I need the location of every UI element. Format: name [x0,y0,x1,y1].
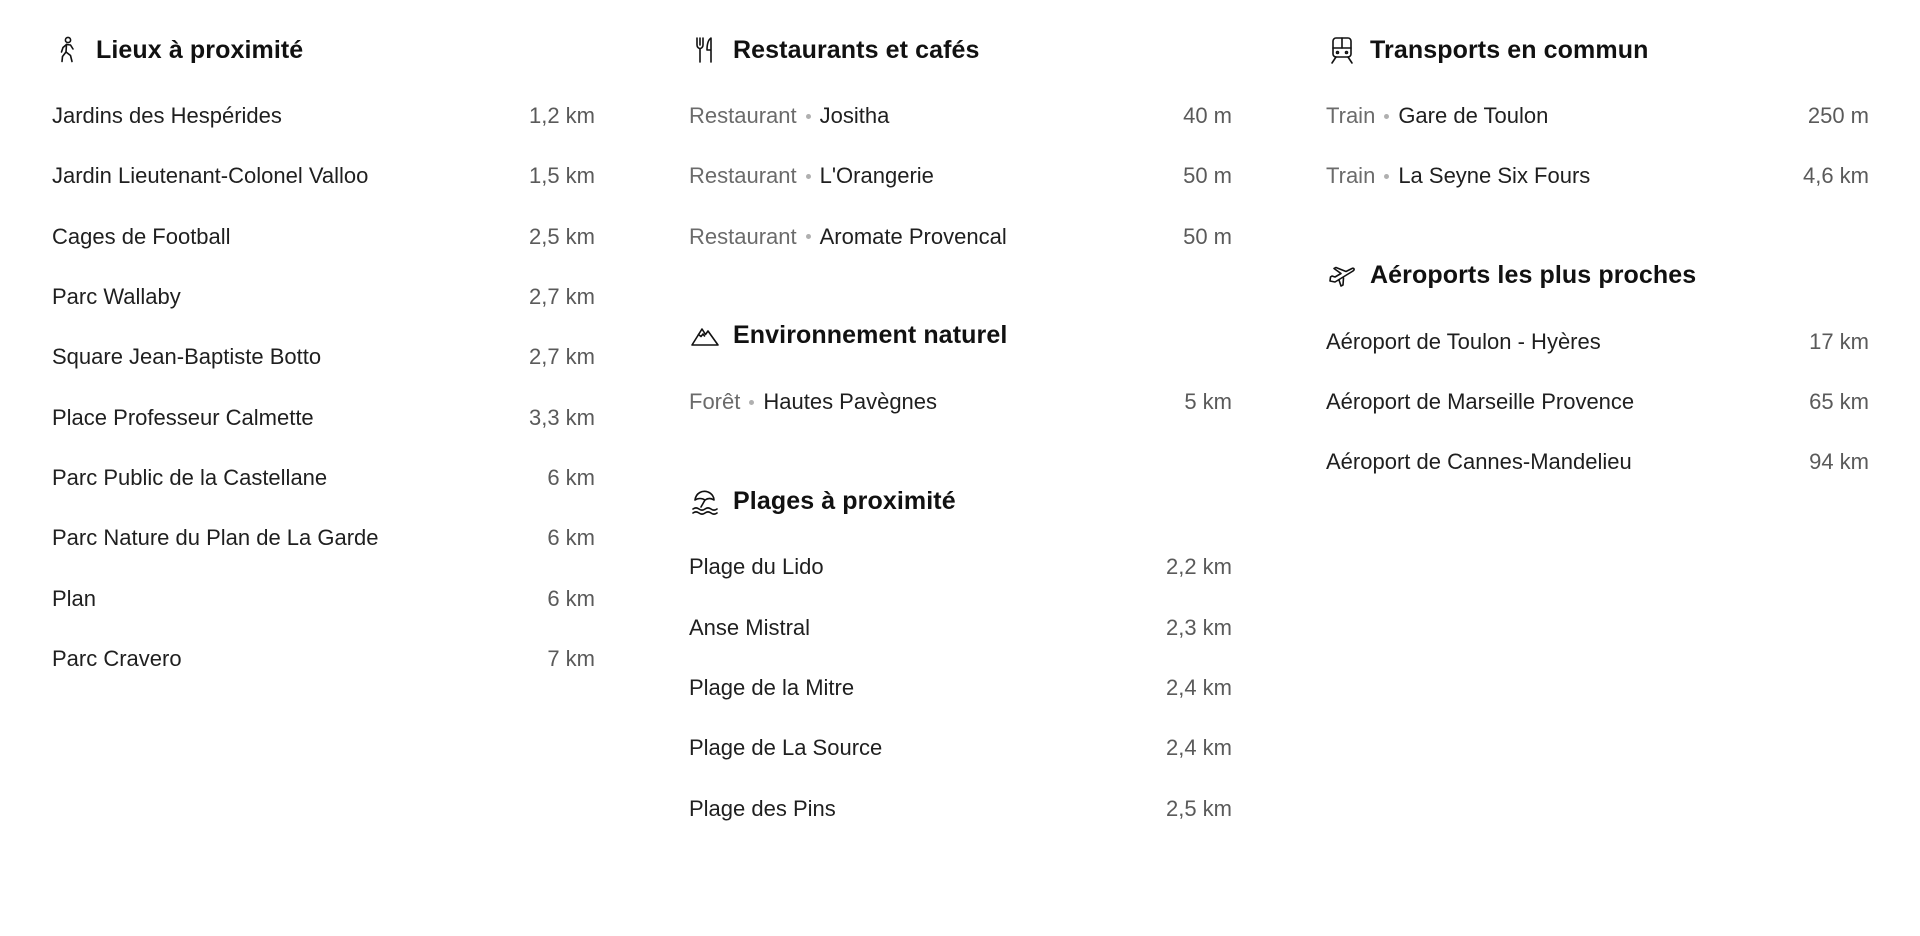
place-label [689,675,854,701]
section-title: Restaurants et cafés [733,35,980,64]
place-list [689,372,1232,432]
place-row [689,207,1232,267]
section-header [1326,254,1869,298]
place-name: Jardin Lieutenant-Colonel Valloo [52,163,369,189]
place-list [1326,86,1869,207]
place-distance: 3,3 km [528,404,595,430]
place-label [689,163,934,189]
place-row [1326,146,1869,206]
place-distance: 17 km [1809,328,1869,354]
place-name: Plage des Pins [689,795,836,821]
place-distance: 65 km [1809,389,1869,415]
place-category: Train [1326,103,1376,129]
place-distance: 2,7 km [528,284,595,310]
separator-dot [806,114,811,119]
place-label [52,646,182,672]
section-header [689,479,1232,523]
place-category: Forêt [689,389,741,415]
place-row [689,372,1232,432]
place-row [1326,432,1869,492]
place-row [52,448,595,508]
separator-dot [1384,174,1389,179]
column-left [52,28,595,689]
place-row [52,568,595,628]
place-label [52,586,96,612]
place-category: Train [1326,163,1376,189]
place-name: Plage du Lido [689,554,824,580]
place-label [689,615,810,641]
place-label [689,224,1007,250]
place-name: Place Professeur Calmette [52,404,314,430]
place-distance: 2,3 km [1165,614,1232,640]
place-label [52,405,314,431]
place-row [1326,372,1869,432]
place-name: Square Jean-Baptiste Botto [52,344,322,370]
place-category: Restaurant [689,103,797,129]
place-label [1326,449,1632,475]
place-label [1326,329,1601,355]
place-row [52,508,595,568]
place-name: Plan [52,585,97,611]
place-label [52,465,327,491]
place-distance: 4,6 km [1802,163,1869,189]
place-distance: 6 km [547,585,595,611]
place-distance: 50 m [1183,163,1232,189]
separator-dot [1384,114,1389,119]
place-label [52,163,368,189]
place-name: La Seyne Six Fours [1398,163,1591,189]
place-distance: 7 km [547,645,595,671]
place-name: Jositha [819,103,890,129]
place-name: Cages de Football [52,223,231,249]
place-row [52,207,595,267]
separator-dot [806,174,811,179]
place-name: Aéroport de Cannes-Mandelieu [1326,449,1632,475]
place-row [689,86,1232,146]
place-label [689,103,889,129]
place-row [689,658,1232,718]
place-distance: 2,5 km [528,223,595,249]
section-restaurants [689,28,1232,267]
place-name: Jardins des Hespérides [52,103,282,129]
place-label [689,389,937,415]
place-label [52,224,231,250]
place-name: L'Orangerie [819,163,934,189]
place-distance: 40 m [1183,103,1232,129]
place-row [689,597,1232,657]
section-header [1326,28,1869,72]
place-list [52,86,595,689]
place-name: Parc Public de la Castellane [52,464,328,490]
place-row [52,267,595,327]
section-title: Lieux à proximité [96,35,304,64]
section-beaches [689,479,1232,838]
place-distance: 94 km [1809,449,1869,475]
section-nearby [52,28,595,689]
place-distance: 2,4 km [1165,674,1232,700]
place-distance: 6 km [547,525,595,551]
place-label [689,796,836,822]
place-row [689,718,1232,778]
fork-knife-icon [689,34,721,66]
section-title: Plages à proximité [733,486,956,515]
separator-dot [806,234,811,239]
place-distance: 1,2 km [528,103,595,129]
place-row [689,778,1232,838]
place-label [1326,389,1634,415]
mountain-icon [689,320,721,352]
place-row [52,327,595,387]
section-header [689,314,1232,358]
place-label [1326,103,1548,129]
section-header [52,28,595,72]
place-distance: 5 km [1184,389,1232,415]
place-label [52,344,321,370]
person-walking-icon [52,34,84,66]
section-title: Environnement naturel [733,321,1008,350]
place-name: Parc Cravero [52,645,182,671]
place-row [1326,312,1869,372]
place-list [689,86,1232,267]
place-row [689,537,1232,597]
place-distance: 250 m [1807,103,1869,129]
place-category: Restaurant [689,223,797,249]
place-list [689,537,1232,838]
place-list [1326,312,1869,493]
place-distance: 2,5 km [1165,795,1232,821]
beach-umbrella-icon [689,485,721,517]
place-row [52,86,595,146]
place-name: Aromate Provencal [819,223,1007,249]
section-airports [1326,254,1869,493]
place-distance: 50 m [1183,223,1232,249]
section-transport [1326,28,1869,207]
section-nature [689,314,1232,432]
place-row [52,629,595,689]
place-name: Gare de Toulon [1398,103,1549,129]
place-name: Aéroport de Toulon - Hyères [1326,328,1601,354]
place-row [1326,86,1869,146]
place-category: Restaurant [689,163,797,189]
place-label [52,103,282,129]
place-distance: 2,2 km [1165,554,1232,580]
place-row [689,146,1232,206]
place-name: Parc Wallaby [52,284,181,310]
place-name: Plage de La Source [689,735,883,761]
place-name: Hautes Pavègnes [763,389,938,415]
place-distance: 1,5 km [528,163,595,189]
place-distance: 6 km [547,464,595,490]
place-label [52,525,379,551]
place-name: Plage de la Mitre [689,674,855,700]
place-row [52,387,595,447]
place-label [52,284,181,310]
place-row [52,146,595,206]
column-right [1326,28,1869,492]
place-label [689,735,882,761]
column-middle [689,28,1232,839]
place-name: Parc Nature du Plan de La Garde [52,525,379,551]
place-name: Anse Mistral [689,614,811,640]
place-label [1326,163,1590,189]
place-name: Aéroport de Marseille Provence [1326,389,1635,415]
section-title: Aéroports les plus proches [1370,261,1697,290]
airplane-icon [1326,260,1358,292]
place-label [689,554,824,580]
separator-dot [749,400,754,405]
section-title: Transports en commun [1370,35,1649,64]
section-header [689,28,1232,72]
place-distance: 2,4 km [1165,735,1232,761]
train-icon [1326,34,1358,66]
place-distance: 2,7 km [528,344,595,370]
